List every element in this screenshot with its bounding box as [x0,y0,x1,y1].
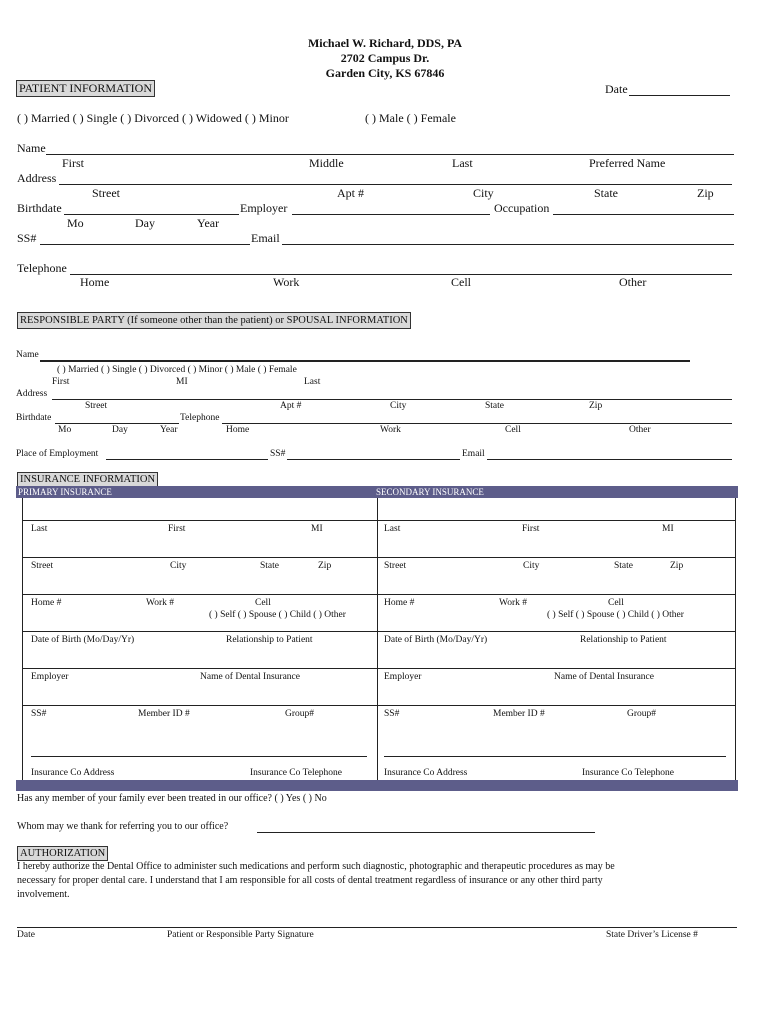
address-sub-city: City [473,186,494,200]
tel-sub-work: Work [273,275,300,289]
pri-home: Home # [31,598,62,608]
sec-employer: Employer [384,672,422,682]
sec-address-line[interactable] [384,756,726,757]
name-label: Name [17,141,46,155]
rp-employment-label: Place of Employment [16,449,99,459]
rp-name-field[interactable] [40,360,690,362]
ins-row-line [22,631,735,632]
address-sub-zip: Zip [697,186,714,200]
birth-sub-year: Year [197,216,220,230]
pri-last: Last [31,524,48,534]
rp-birth-sub-mo: Mo [58,425,72,435]
signature-label: Patient or Responsible Party Signature [167,930,314,940]
rp-email-label: Email [462,449,485,459]
rp-birth-sub-year: Year [160,425,178,435]
marital-status-options[interactable]: ( ) Married ( ) Single ( ) Divorced ( ) Widowed ( ) Minor [17,111,289,125]
authorization-text-2: necessary for proper dental care. I understand that I am responsible for all costs of dental treatment regardless of insurance or any other third party [17,875,603,886]
email-label: Email [251,231,280,245]
ss-field[interactable] [40,244,250,245]
insurance-footer-bar [16,780,738,791]
sec-street: Street [384,561,407,571]
referral-field[interactable] [257,832,595,833]
birthdate-label: Birthdate [17,201,62,215]
pri-state: State [260,561,279,571]
rp-birth-sub-day: Day [112,425,128,435]
sec-relationship-options[interactable]: ( ) Self ( ) Spouse ( ) Child ( ) Other [547,610,684,620]
date-field[interactable] [629,95,730,96]
pri-relationship: Relationship to Patient [226,635,313,645]
birth-sub-mo: Mo [67,216,84,230]
sec-state: State [614,561,633,571]
address-sub-street: Street [92,186,120,200]
rp-tel-sub-home: Home [226,425,250,435]
occupation-label: Occupation [494,201,550,215]
occupation-field[interactable] [553,214,734,215]
name-sub-last: Last [452,156,473,170]
rp-tel-sub-work: Work [380,425,401,435]
sec-city: City [523,561,540,571]
rp-name-sub-mi: MI [176,377,188,387]
secondary-insurance-title: SECONDARY INSURANCE [376,487,484,497]
ins-row-line [22,668,735,669]
pri-member-id: Member ID # [138,709,190,719]
pri-street: Street [31,561,54,571]
sec-group: Group# [627,709,657,719]
rp-telephone-field[interactable] [222,423,732,424]
date-label: Date [605,82,628,96]
pri-work: Work # [146,598,174,608]
ins-border-left [22,498,23,780]
sec-home: Home # [384,598,415,608]
sec-last: Last [384,524,401,534]
sec-ins-telephone: Insurance Co Telephone [582,768,675,778]
rp-address-field[interactable] [52,399,732,400]
pri-dob: Date of Birth (Mo/Day/Yr) [31,635,135,645]
insurance-section-title: INSURANCE INFORMATION [17,472,158,487]
office-city: Garden City, KS 67846 [325,66,445,80]
sec-work: Work # [499,598,527,608]
rp-birthdate-label: Birthdate [16,413,52,423]
address-sub-apt: Apt # [337,186,364,200]
ins-row-line [22,594,735,595]
sec-ins-address: Insurance Co Address [384,768,468,778]
rp-telephone-label: Telephone [180,413,220,423]
signature-line[interactable] [17,927,737,928]
tel-sub-other: Other [619,275,647,289]
responsible-section-title: RESPONSIBLE PARTY (If someone other than the patient) or SPOUSAL INFORMATION [17,312,411,329]
rp-name-label: Name [16,350,39,360]
tel-sub-home: Home [80,275,110,289]
rp-employment-field[interactable] [106,459,268,460]
email-field[interactable] [282,244,734,245]
birth-sub-day: Day [135,216,155,230]
pri-employer: Employer [31,672,69,682]
pri-cell: Cell [255,598,271,608]
pri-first: First [168,524,186,534]
ins-border-right [735,498,736,780]
pri-ins-telephone: Insurance Co Telephone [250,768,343,778]
employer-label: Employer [240,201,288,215]
name-field[interactable] [46,154,734,155]
tel-sub-cell: Cell [451,275,471,289]
sec-mi: MI [662,524,674,534]
patient-section-title: PATIENT INFORMATION [16,80,155,97]
rp-birthdate-field[interactable] [55,423,179,424]
pri-relationship-options[interactable]: ( ) Self ( ) Spouse ( ) Child ( ) Other [209,610,346,620]
ins-row-line [22,557,735,558]
gender-options[interactable]: ( ) Male ( ) Female [365,111,456,125]
office-street: 2702 Campus Dr. [340,51,430,65]
pri-group: Group# [285,709,315,719]
name-sub-preferred: Preferred Name [589,156,666,170]
rp-address-sub-apt: Apt # [280,401,302,411]
rp-ss-label: SS# [270,449,286,459]
authorization-section-title: AUTHORIZATION [17,846,108,861]
drivers-license-label: State Driver’s License # [606,930,698,940]
rp-status-options[interactable]: ( ) Married ( ) Single ( ) Divorced ( ) Minor ( ) Male ( ) Female [57,365,297,375]
telephone-label: Telephone [17,261,67,275]
referral-question: Whom may we thank for referring you to our office? [17,821,229,832]
signature-date-label: Date [17,930,35,940]
pri-zip: Zip [318,561,332,571]
ins-row-line [22,520,735,521]
employer-field[interactable] [292,214,490,215]
sec-member-id: Member ID # [493,709,545,719]
sec-dental-insurance: Name of Dental Insurance [554,672,654,682]
authorization-text-1: I hereby authorize the Dental Office to administer such medications and perform such diagnostic, photographic and therapeutic procedures as may be [17,861,615,872]
sec-zip: Zip [670,561,684,571]
rp-address-sub-state: State [485,401,504,411]
rp-address-sub-street: Street [85,401,108,411]
rp-name-sub-first: First [52,377,70,387]
name-sub-first: First [62,156,85,170]
sec-ss: SS# [384,709,400,719]
sec-relationship: Relationship to Patient [580,635,667,645]
sec-dob: Date of Birth (Mo/Day/Yr) [384,635,488,645]
address-label: Address [17,171,57,185]
pri-city: City [170,561,187,571]
sec-first: First [522,524,540,534]
office-name: Michael W. Richard, DDS, PA [307,36,463,50]
ins-row-line [22,705,735,706]
authorization-text-3: involvement. [17,889,70,900]
primary-insurance-title: PRIMARY INSURANCE [18,487,112,497]
address-sub-state: State [594,186,618,200]
pri-ins-address: Insurance Co Address [31,768,115,778]
insurance-header-bar [16,486,738,498]
rp-email-field[interactable] [487,459,732,460]
address-field[interactable] [59,184,732,185]
name-sub-middle: Middle [309,156,344,170]
family-treated-question[interactable]: Has any member of your family ever been treated in our office? ( ) Yes ( ) No [17,793,327,804]
rp-name-sub-last: Last [304,377,321,387]
rp-tel-sub-cell: Cell [505,425,521,435]
pri-address-line[interactable] [31,756,367,757]
rp-ss-field[interactable] [287,459,460,460]
sec-cell: Cell [608,598,624,608]
rp-address-sub-city: City [390,401,407,411]
ss-label: SS# [17,231,37,245]
pri-ss: SS# [31,709,47,719]
rp-address-sub-zip: Zip [589,401,603,411]
rp-tel-sub-other: Other [629,425,651,435]
pri-dental-insurance: Name of Dental Insurance [200,672,300,682]
birthdate-field[interactable] [64,214,239,215]
rp-address-label: Address [16,389,48,399]
pri-mi: MI [311,524,323,534]
ins-divider [377,498,378,780]
